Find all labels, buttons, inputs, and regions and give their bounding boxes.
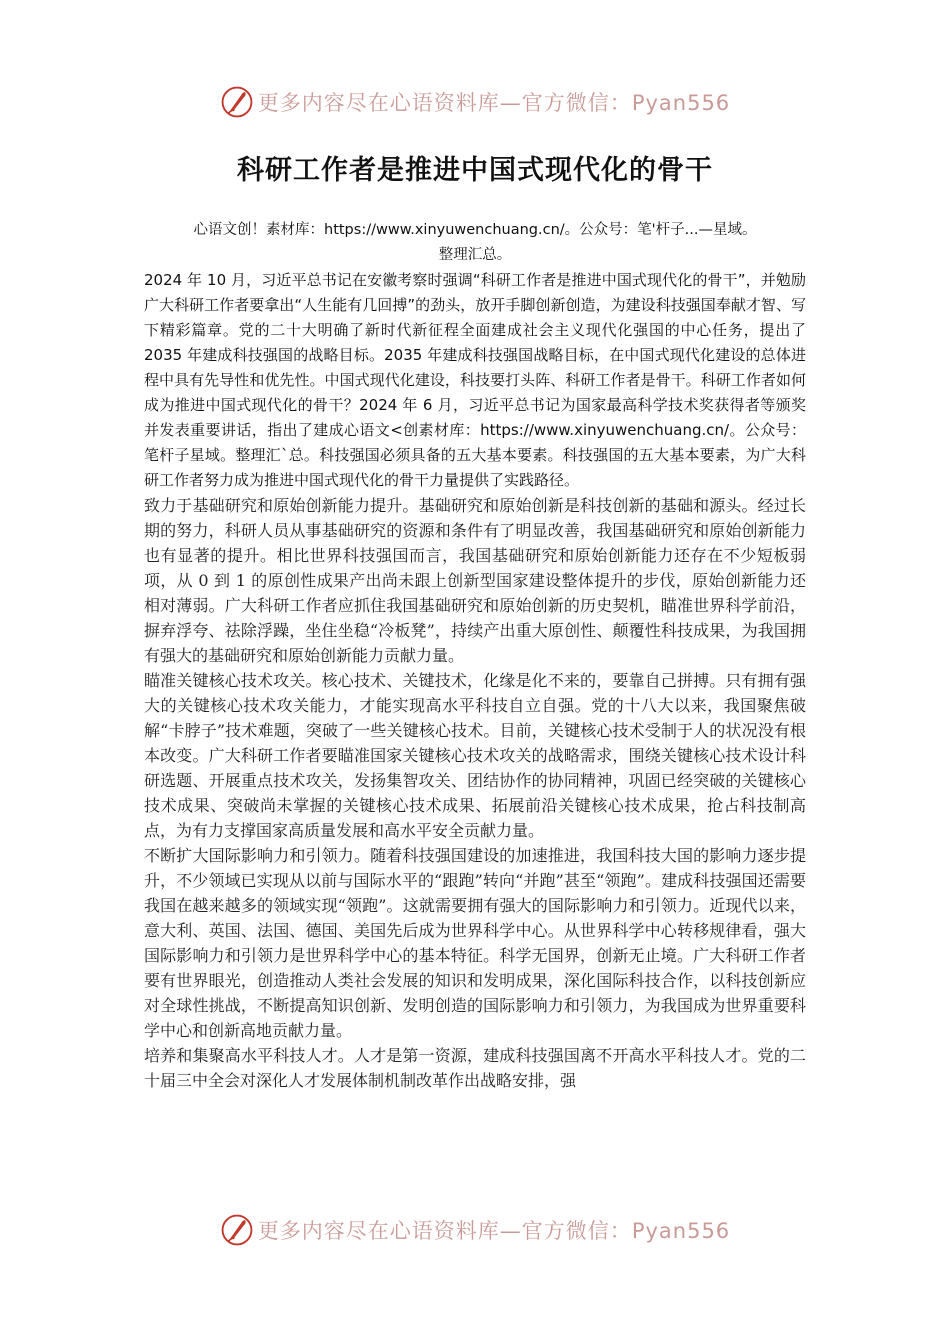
document-body — [144, 218, 806, 1093]
intro-paragraph: 2024 年 10 月，习近平总书记在安徽考察时强调“科研工作者是推进中国式现代化的骨干”，并勉励广大科研工作者要拿出“人生能有几回搏”的劲头，放开手脚创新创造，为建设科技强国奉献才智、写下精彩篇章。党的二十大明确了新时代新征程全面建成社会主义现代化强国的中心任务，提出了 2035 年建成科技强国的战略目标。2035 年建成科技强国战略目标，在中国式现代化建设的总体进程中具有先导性和优先性。中国式现代化建设，科技要打头阵、科研工作者是骨干。科研工作者如何成为推进中国式现代化的骨干？2024 年 6 月，习近平总书记为国家最高科学技术奖获得者等颁奖并发表重要讲话，指出了建成心语文<创素材库：https://www.xinyuwenchuang.cn/。公众号：笔杆子星域。整理汇`总。科技强国必须具备的五大基本要素。科技强国的五大基本要素，为广大科研工作者努力成为推进中国式现代化的骨干力量提供了实践路径。 — [144, 271, 806, 489]
footer-banner — [0, 1208, 950, 1252]
quill-pen-logo-icon — [220, 85, 254, 119]
quill-pen-logo-icon — [220, 1213, 254, 1247]
body-paragraph-2: 瞄准关键核心技术攻关。核心技术、关键技术，化缘是化不来的，要靠自己拼搏。只有拥有强大的关键核心技术攻关能力，才能实现高水平科技自立自强。党的十八大以来，我国聚焦破解“卡脖子”技术难题，突破了一些关键核心技术。目前，关键核心技术受制于人的状况没有根本改变。广大科研工作者要瞄准国家关键核心技术攻关的战略需求，围绕关键核心技术设计科研选题、开展重点技术攻关，发扬集智攻关、团结协作的协同精神，巩固已经突破的关键核心技术成果、突破尚未掌握的关键核心技术成果、拓展前沿关键核心技术成果，抢占科技制高点，为有力支撑国家高质量发展和高水平安全贡献力量。 — [144, 671, 806, 840]
wechat-id: Pyan556 — [631, 91, 731, 115]
source-line-2: 整理汇总。 — [438, 247, 512, 263]
source-line — [144, 218, 806, 268]
page-title: 科研工作者是推进中国式现代化的骨干 — [237, 155, 713, 186]
source-line-1: 心语文创！素材库：https://www.xinyuwenchuang.cn/。公众号：笔'杆子...—星域。 — [193, 222, 757, 238]
body-paragraph-4: 培养和集聚高水平科技人才。人才是第一资源，建成科技强国离不开高水平科技人才。党的二十届三中全会对深化人才发展体制机制改革作出战略安排，强 — [144, 1046, 806, 1090]
header-banner — [0, 80, 950, 124]
banner-text: 更多内容尽在心语资料库—官方微信：Pyan556 — [257, 91, 731, 115]
banner-text: 更多内容尽在心语资料库—官方微信：Pyan556 — [257, 1219, 731, 1243]
wechat-id: Pyan556 — [631, 1219, 731, 1243]
body-paragraph-1: 致力于基础研究和原始创新能力提升。基础研究和原始创新是科技创新的基础和源头。经过长期的努力，科研人员从事基础研究的资源和条件有了明显改善，我国基础研究和原始创新能力也有显著的提升。相比世界科技强国而言，我国基础研究和原始创新能力还存在不少短板弱项，从 0 到 1 的原创性成果产出尚未跟上创新型国家建设整体提升的步伐，原始创新能力还相对薄弱。广大科研工作者应抓住我国基础研究和原始创新的历史契机，瞄准世界科学前沿，摒弃浮夸、祛除浮躁，坐住坐稳“冷板凳”，持续产出重大原创性、颠覆性科技成果，为我国拥有强大的基础研究和原始创新能力贡献力量。 — [144, 496, 806, 665]
body-paragraph-3: 不断扩大国际影响力和引领力。随着科技强国建设的加速推进，我国科技大国的影响力逐步提升，不少领域已实现从以前与国际水平的“跟跑”转向“并跑”甚至“领跑”。建成科技强国还需要我国在越来越多的领域实现“领跑”。这就需要拥有强大的国际影响力和引领力。近现代以来，意大利、英国、法国、德国、美国先后成为世界科学中心。从世界科学中心转移规律看，强大国际影响力和引领力是世界科学中心的基本特征。科学无国界，创新无止境。广大科研工作者要有世界眼光，创造推动人类社会发展的知识和发明成果，深化国际科技合作，以科技创新应对全球性挑战，不断提高知识创新、发明创造的国际影响力和引领力，为我国成为世界重要科学中心和创新高地贡献力量。 — [144, 846, 806, 1040]
